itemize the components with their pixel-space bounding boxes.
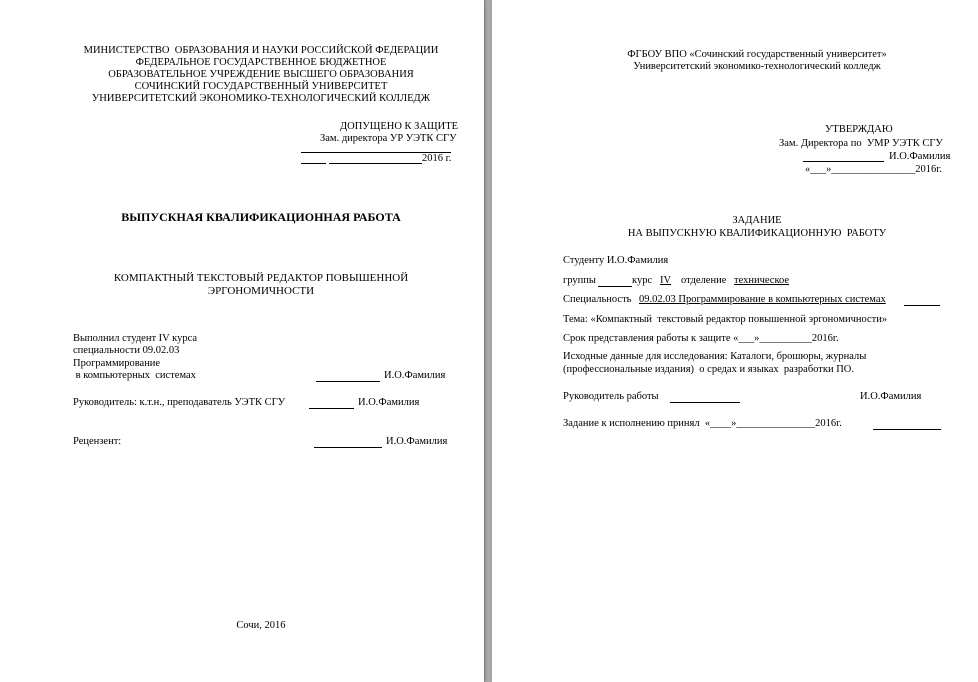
- signature-line: [670, 402, 740, 403]
- specialty-value: 09.02.03 Программирование в компьютерных системах: [639, 294, 886, 305]
- topic-line: КОМПАКТНЫЙ ТЕКСТОВЫЙ РЕДАКТОР ПОВЫШЕННОЙ: [113, 272, 409, 284]
- admit-title: ДОПУЩЕНО К ЗАЩИТЕ: [340, 121, 459, 132]
- institution-line: ОБРАЗОВАТЕЛЬНОЕ УЧРЕЖДЕНИЕ ВЫСШЕГО ОБРАЗОВАНИЯ: [108, 69, 414, 80]
- approve-date: «___»________________2016г.: [805, 164, 942, 175]
- institution-line: ФЕДЕРАЛЬНОЕ ГОСУДАРСТВЕННОЕ БЮДЖЕТНОЕ: [135, 57, 387, 68]
- work-type-title: ВЫПУСКНАЯ КВАЛИФИКАЦИОННАЯ РАБОТА: [121, 210, 401, 224]
- accepted-line: Задание к исполнению принял «____»_______________2016г.: [563, 418, 842, 429]
- signature-line: [873, 429, 941, 430]
- college-line: УНИВЕРСИТЕТСКИЙ ЭКОНОМИКО-ТЕХНОЛОГИЧЕСКИЙ КОЛЛЕДЖ: [91, 93, 431, 104]
- source-line: (профессиональные издания) о средах и языках разработки ПО.: [563, 364, 854, 375]
- approve-position: Зам. Директора по УМР УЭТК СГУ: [779, 138, 943, 149]
- theme-line: Тема: «Компактный текстовый редактор повышенной эргономичности»: [563, 314, 888, 325]
- task-subtitle: НА ВЫПУСКНУЮ КВАЛИФИКАЦИОННУЮ РАБОТУ: [627, 228, 887, 239]
- course-value: IV: [660, 275, 672, 286]
- reviewer-label: Рецензент:: [73, 436, 122, 447]
- assignment-page: [492, 0, 978, 682]
- student-line: Студенту И.О.Фамилия: [563, 255, 669, 266]
- reviewer-name: И.О.Фамилия: [386, 436, 448, 447]
- city-year: Сочи, 2016: [236, 620, 286, 631]
- signature-line: [314, 447, 382, 448]
- month-line: [329, 163, 422, 164]
- signature-line: [803, 161, 884, 162]
- supervisor-label: Руководитель: к.т.н., преподаватель УЭТК СГУ: [73, 397, 286, 408]
- admit-date: 2016 г.: [422, 153, 452, 164]
- dept-value: техническое: [734, 275, 790, 286]
- signature-line: [316, 381, 380, 382]
- specialty-line: [904, 305, 940, 306]
- topic-line: ЭРГОНОМИЧНОСТИ: [207, 285, 315, 297]
- university-line: ФГБОУ ВПО «Сочинский государственный университет»: [627, 49, 887, 60]
- supervisor-name: И.О.Фамилия: [358, 397, 420, 408]
- supervisor-label: Руководитель работы: [563, 391, 659, 402]
- group-label: группы: [563, 275, 596, 286]
- approve-title: УТВЕРЖДАЮ: [825, 124, 893, 135]
- performer-line: Выполнил студент IV курса: [73, 333, 198, 344]
- approve-name: И.О.Фамилия: [889, 151, 951, 162]
- dept-label: отделение: [681, 275, 727, 286]
- signature-line: [309, 408, 354, 409]
- group-line: [598, 286, 632, 287]
- performer-line: Программирование: [73, 358, 161, 369]
- course-label: курс: [632, 275, 653, 286]
- source-line: Исходные данные для исследования: Каталоги, брошюры, журналы: [563, 351, 867, 362]
- title-page: [0, 0, 484, 682]
- supervisor-name: И.О.Фамилия: [860, 391, 922, 402]
- ministry-line: МИНИСТЕРСТВО ОБРАЗОВАНИЯ И НАУКИ РОССИЙСКОЙ ФЕДЕРАЦИИ: [83, 45, 439, 56]
- performer-line: специальности 09.02.03: [73, 345, 180, 356]
- performer-line: в компьютерных системах: [73, 370, 196, 381]
- specialty-label: Специальность: [563, 294, 632, 305]
- performer-name: И.О.Фамилия: [384, 370, 446, 381]
- day-line: [301, 163, 326, 164]
- university-line: СОЧИНСКИЙ ГОСУДАРСТВЕННЫЙ УНИВЕРСИТЕТ: [134, 81, 388, 92]
- task-title: ЗАДАНИЕ: [732, 215, 782, 226]
- deadline-line: Срок представления работы к защите «___»__________2016г.: [563, 333, 839, 344]
- admit-position: Зам. директора УР УЭТК СГУ: [320, 133, 457, 144]
- college-line: Университетский экономико-технологический колледж: [633, 61, 881, 72]
